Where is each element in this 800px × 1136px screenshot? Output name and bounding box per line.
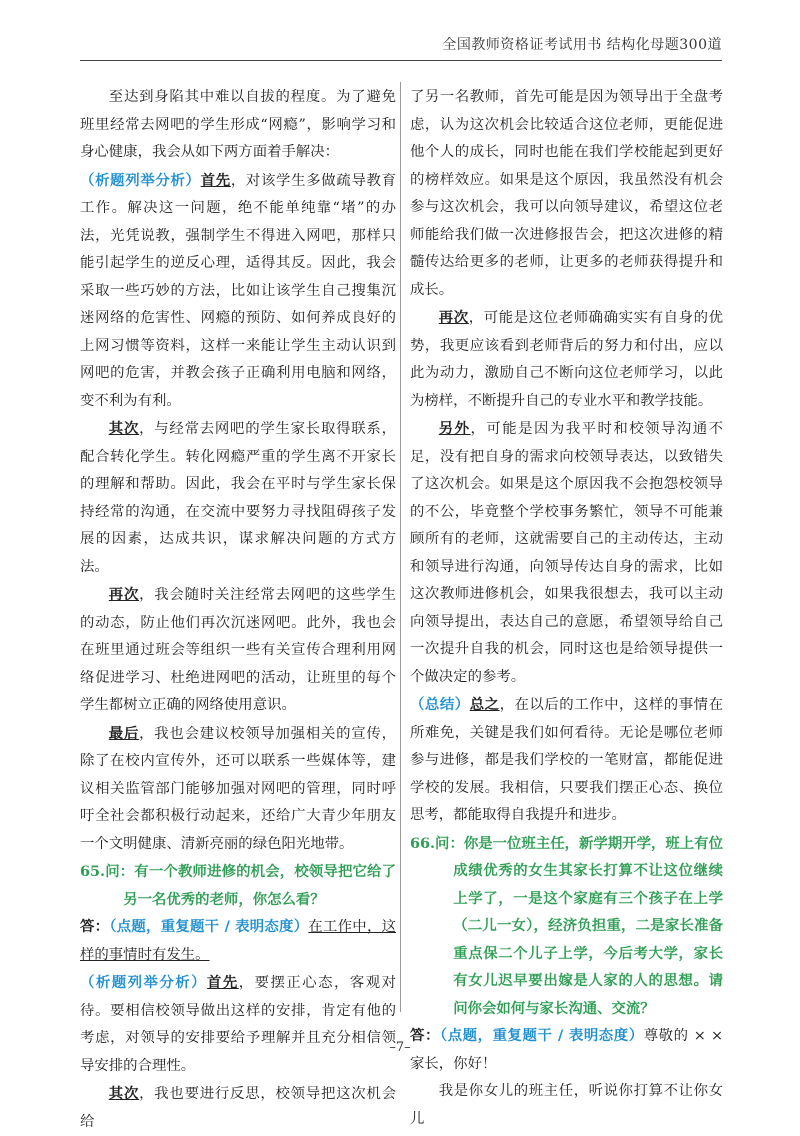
paragraph-text: ，我也要进行反思，校领导把这次机会给 [80,1086,396,1130]
lead-word: 再次 [438,309,469,326]
lead-word: 首先 [206,974,239,991]
question-number: 66.问： [410,834,464,852]
paragraph-text: ，可能是这位老师确确实实有自身的优势，我更应该看到老师背后的努力和付出，应以此为动力，激励自己不断向这位老师学习，以此为榜样，不断提升自己的专业水平和教学技能。 [410,310,723,409]
right-column [410,84,723,1133]
left-column [80,84,396,1136]
paragraph [80,581,396,720]
paragraph-text: ，在以后的工作中，这样的事情在所难免，关键是我们如何看待。无论是哪位老师参与进修，都是我们学校的一笔财富，都能促进学校的发展。我相信，只要我们摆正心态、换位思考，都能取得自我提升和进步。 [410,697,723,823]
answer-tag: （点题，重复题干 / 表明态度） [109,918,309,935]
paragraph-text: ，对该学生多做疏导教育工作。解决这一问题，绝不能单纯靠“堵”的办法，光凭说教，强制学生不得进入网吧，那样只能引起学生的逆反心理，适得其反。因此，我会采取一些巧妙的方法，比如让该学生自己搜集沉迷网络的危害性、网瘾的预防、如何养成良好的上网习惯等资料，这样一来能让学生主动认识到网吧的危害，并教会孩子正确利用电脑和网络，变不利为有利。 [80,172,396,409]
question-number: 65.问： [80,863,135,880]
paragraph-text: ，要摆正心态，客观对待。要相信校领导做出这样的安排，肯定有他的考虑，对领导的安排要给予理解并且充分相信领导安排的合理性。 [80,975,396,1074]
answer-tag: （点题，重复题干 / 表明态度） [439,1027,644,1044]
paragraph-text: ，我也会建议校领导加强相关的宣传，除了在校内宣传外，还可以联系一些媒体等，建议相关监管部门能够加强对网吧的管理，同时呼吁全社会都积极行动起来，还给广大青少年朋友一个文明健康、清新亮丽的绿色阳光地带。 [80,725,396,852]
paragraph-text: ，可能是因为我平时和校领导沟通不足，没有把自身的需求向校领导表达，以致错失了这次机会。如果是这个原因我不会抱怨校领导的不公，毕竟整个学校事务繁忙，领导不可能兼顾所有的老师，这就需要自己的主动传达，主动和领导进行沟通，向领导传达自身的需求，比如这次教师进修机会，如果我很想去，我可以主动向领导提出，表达自己的意愿，希望领导给自己一次提升自我的机会，同时这也是给领导提供一个做决定的参考。 [410,421,723,685]
column-divider [400,82,401,1012]
paragraph-text: ，与经常去网吧的学生家长取得联系，配合转化学生。转化网瘾严重的学生离不开家长的理解和帮助。因此，我会在平时与学生家长保持经常的沟通，在交流中要努力寻找阻碍孩子发展的因素，达成共识，谋求解决问题的方式方法。 [80,421,396,575]
paragraph [410,691,723,830]
answer-label: 答： [80,918,110,935]
answer-65 [80,913,396,969]
lead-word: 总之 [469,696,500,713]
question-text: 你是一位班主任，新学期开学，班上有位成绩优秀的女生其家长打算不让这位继续上学了，一是这个家庭有三个孩子在上学（二儿一女），经济负担重，二是家长准备重点保二个儿子上学，今后考大学，家长有女儿迟早要出嫁是人家的人的思想。请问你会如何与家长沟通、交流？ [453,834,723,1017]
header-rule [80,60,722,61]
analysis-tag: （析题列举分析） [80,974,207,991]
paragraph [80,720,396,859]
paragraph: 了另一名教师，首先可能是因为领导出于全盘考虑，认为这次机会比较适合这位老师，更能促进他个人的成长，同时也能在我们学校能起到更好的榜样效应。如果是这个原因，我虽然没有机会参与这次机会，我可以向领导建议，希望这位老师能给我们做一次进修报告会，把这次进修的精髓传达给更多的老师，让更多的老师获得提升和成长。 [410,89,723,298]
question-text: 有一个教师进修的机会，校领导把它给了另一名优秀的老师，你怎么看？ [123,863,396,908]
paragraph: 我是你女儿的班主任，听说你打算不让你女儿 [410,1083,723,1127]
question-65 [80,858,396,913]
paragraph [80,969,396,1080]
summary-tag: （总结） [410,696,470,713]
paragraph [80,167,396,416]
lead-word: 另外 [438,420,471,437]
answer-label: 答： [410,1027,440,1044]
lead-word: 最后 [108,724,140,742]
analysis-tag: （析题列举分析） [80,171,201,189]
lead-word: 其次 [108,420,140,437]
running-header: 全国教师资格证考试用书 结构化母题300道 [442,37,722,53]
question-66 [410,830,723,1023]
lead-word: 其次 [108,1085,140,1102]
lead-word: 首先 [200,171,231,189]
paragraph [410,304,723,415]
lead-word: 再次 [108,586,140,603]
paragraph [80,415,396,581]
paragraph: 至达到身陷其中难以自拔的程度。为了避免班里经常去网吧的学生形成“网瘾”，影响学习和身心健康，我会从如下两方面着手解决： [80,89,396,160]
answer-text: 在工作中，这样的事情时有发生。 [80,919,396,963]
paragraph [80,1080,396,1136]
answer-text: 尊敬的 × × 家长，你好！ [410,1028,724,1072]
paragraph [410,415,723,691]
page-number: –7– [389,1040,411,1055]
paragraph-text: ，我会随时关注经常去网吧的这些学生的动态，防止他们再次沉迷网吧。此外，我也会在班里通过班会等组织一些有关宣传合理利用网络促进学习、杜绝进网吧的活动，让班里的每个学生都树立正确的网络使用意识。 [80,587,396,713]
